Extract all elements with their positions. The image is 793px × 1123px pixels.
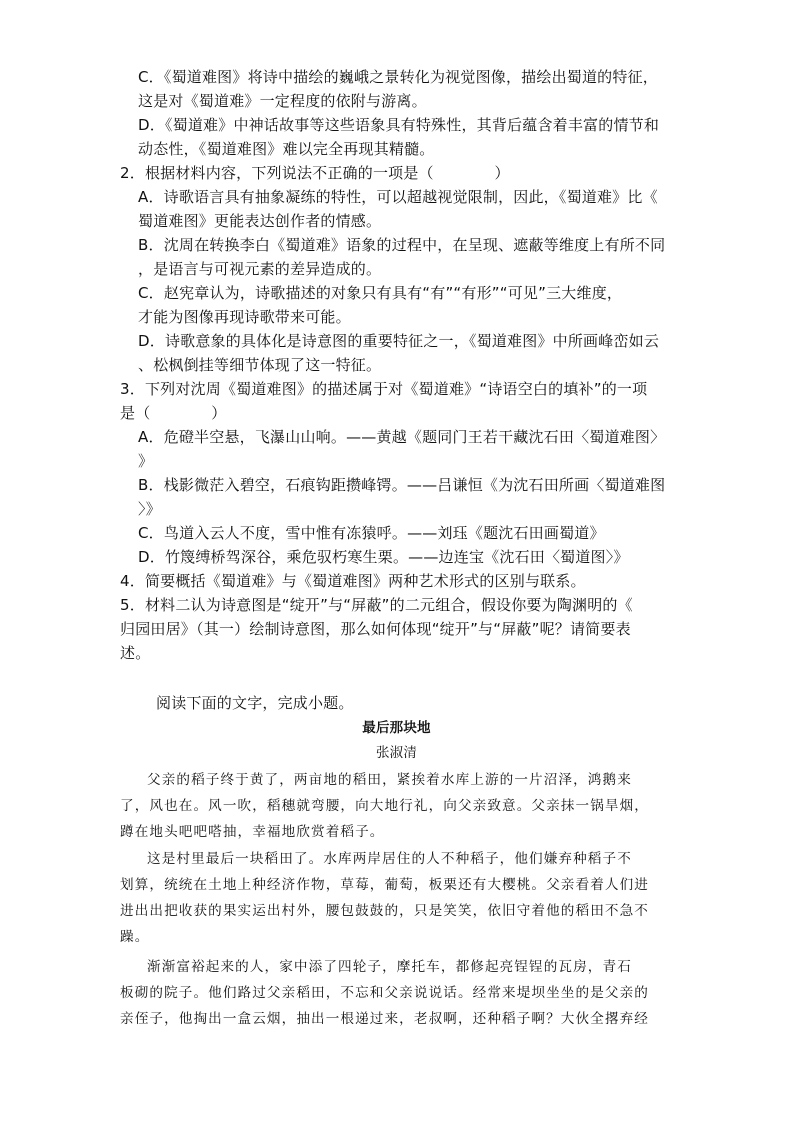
q3-option-d-line1: D．竹篾缚桥驾深谷，乘危驭朽寒生栗。——边连宝《沈石田〈蜀道图〉》 xyxy=(138,548,629,566)
q2-option-d-line1: D．诗歌意象的具体化是诗意图的重要特征之一，《蜀道难图》中所画峰峦如云 xyxy=(138,332,660,350)
q1-option-c-line2: 这是对《蜀道难》一定程度的依附与游离。 xyxy=(138,92,427,110)
q4-stem: 4．简要概括《蜀道难》与《蜀道难图》两种艺术形式的区别与联系。 xyxy=(120,572,586,590)
story-title: 最后那块地 xyxy=(362,720,431,736)
paragraph-1-line3: 蹲在地头吧吧嗒抽，幸福地欣赏着稻子。 xyxy=(120,824,385,840)
paragraph-2-line4: 躁。 xyxy=(120,929,150,945)
paragraph-2-line1: 这是村里最后一块稻田了。水库两岸居住的人不种稻子，他们嫌弃种稻子不 xyxy=(147,851,632,867)
q2-option-a-line2: 蜀道难图》更能表达创作者的情感。 xyxy=(138,212,382,230)
q2-option-c-line1: C．赵宪章认为，诗歌描述的对象只有具有“有”“有形”“可见”三大维度， xyxy=(138,284,623,302)
paragraph-3-line3: 亲侄子，他掏出一盒云烟，抽出一根递过来，老叔啊，还种稻子啊？大伙全撂弃经 xyxy=(120,1011,649,1027)
q2-option-c-line2: 才能为图像再现诗歌带来可能。 xyxy=(138,308,351,326)
q2-option-a-line1: A．诗歌语言具有抽象凝练的特性，可以超越视觉限制，因此，《蜀道难》比《 xyxy=(138,188,658,206)
q1-option-d-line2: 动态性，《蜀道难图》难以完全再现其精髓。 xyxy=(138,140,435,158)
story-author: 张淑清 xyxy=(375,745,418,761)
q5-stem-line1: 5．材料二认为诗意图是“绽开”与“屏蔽”的二元组合，假设你要为陶渊明的《 xyxy=(120,596,633,614)
q5-stem-line2: 归园田居》（其一）绘制诗意图，那么如何体现“绽开”与“屏蔽”呢？请简要表 xyxy=(120,620,631,638)
paragraph-3-line1: 渐渐富裕起来的人，家中添了四轮子，摩托车，都修起亮锃锃的瓦房，青石 xyxy=(147,959,632,975)
q1-option-d-line1: D．《蜀道难》中神话故事等这些语象具有特殊性，其背后蕴含着丰富的情节和 xyxy=(138,116,660,134)
q3-option-a-line1: A．危磴半空悬，飞瀑山山响。——黄越《题同门王若干藏沈石田〈蜀道难图〉 xyxy=(138,428,666,446)
paragraph-2-line3: 进出出把收获的果实运出村外，腰包鼓鼓的，只是笑笑，依旧守着他的稻田不急不 xyxy=(120,903,649,919)
paragraph-1-line2: 了，风也在。风一吹，稻穗就弯腰，向大地行礼，向父亲致意。父亲抹一锅旱烟， xyxy=(120,798,649,814)
q3-stem-line1: 3．下列对沈周《蜀道难图》的描述属于对《蜀道难》“诗语空白的填补”的一项 xyxy=(120,380,648,398)
q3-stem-line2: 是（ ） xyxy=(120,404,227,422)
q2-stem: 2．根据材料内容，下列说法不正确的一项是（ ） xyxy=(120,164,510,182)
reading-instruction: 阅读下面的文字，完成小题。 xyxy=(156,694,354,712)
paragraph-3-line2: 板砌的院子。他们路过父亲稻田，不忘和父亲说说话。经常来堤坝坐坐的是父亲的 xyxy=(120,985,649,1001)
q2-option-b-line1: B．沈周在转换李白《蜀道难》语象的过程中，在呈现、遮蔽等维度上有所不同 xyxy=(138,236,666,254)
q1-option-c-line1: C．《蜀道难图》将诗中描绘的巍峨之景转化为视觉图像，描绘出蜀道的特征， xyxy=(138,68,658,86)
q3-option-c-line1: C．鸟道入云人不度，雪中惟有冻猿呼。——刘珏《题沈石田画蜀道》 xyxy=(138,524,605,542)
q3-option-a-line2: 》 xyxy=(138,452,154,470)
q2-option-d-line2: 、松枫倒挂等细节体现了这一特征。 xyxy=(138,356,382,374)
q5-stem-line3: 述。 xyxy=(120,644,151,662)
q3-option-b-line2: 〉》 xyxy=(138,500,161,518)
paragraph-2-line2: 划算，统统在土地上种经济作物，草莓，葡萄，板栗还有大樱桃。父亲看着人们进 xyxy=(120,877,649,893)
q2-option-b-line2: ，是语言与可视元素的差异造成的。 xyxy=(138,260,382,278)
q3-option-b-line1: B．栈影微茫入碧空，石痕钩距攒峰锷。——吕谦恒《为沈石田所画〈蜀道难图 xyxy=(138,476,666,494)
paragraph-1-line1: 父亲的稻子终于黄了，两亩地的稻田，紧挨着水库上游的一片沼泽，鸿鹅来 xyxy=(147,772,632,788)
